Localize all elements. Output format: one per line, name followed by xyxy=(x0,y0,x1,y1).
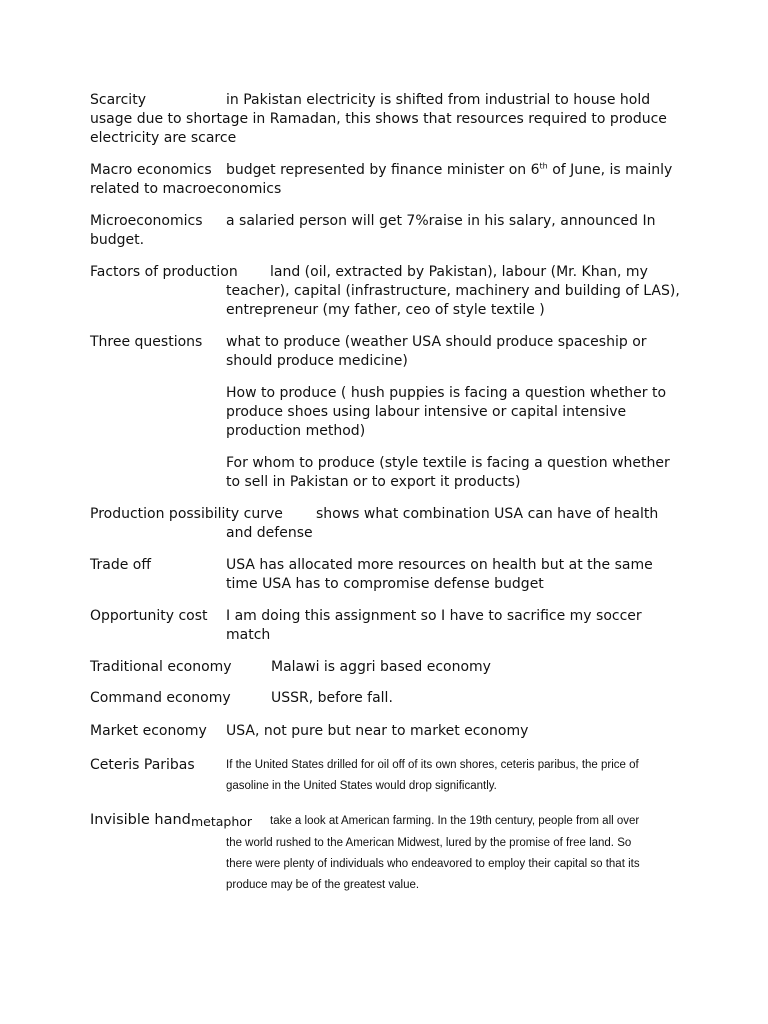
definition-line: a salaried person will get 7%raise in his salary, announced In xyxy=(226,213,656,229)
definition-line: USSR, before fall. xyxy=(271,690,393,706)
term-microeconomics: Microeconomics xyxy=(90,213,203,229)
term-three-questions: Three questions xyxy=(90,334,203,350)
definition-line: electricity are scarce xyxy=(90,130,237,146)
term-invisible-hand: Invisible hand xyxy=(90,812,191,828)
definition-line: in Pakistan electricity is shifted from industrial to house hold xyxy=(226,92,651,108)
definition-line: How to produce ( hush puppies is facing a question whether to xyxy=(226,385,667,401)
definition-line: For whom to produce (style textile is facing a question whether xyxy=(226,455,670,471)
definition-line: USA has allocated more resources on health but at the same xyxy=(226,557,653,573)
definition-line: budget. xyxy=(90,232,145,248)
definition-line: there were plenty of individuals who endeavored to employ their capital so that its xyxy=(226,858,640,870)
definition-line: usage due to shortage in Ramadan, this shows that resources required to produce xyxy=(90,111,667,127)
definition-line: produce shoes using labour intensive or capital intensive xyxy=(226,404,627,420)
definition-text: of June, is mainly xyxy=(552,162,673,178)
definition-line: USA, not pure but near to market economy xyxy=(226,723,529,739)
definition-line: shows what combination USA can have of health xyxy=(316,506,659,522)
definition-line: production method) xyxy=(226,423,366,439)
term-production-possibility-curve: Production possibility curve xyxy=(90,506,283,522)
definition-line: gasoline in the United States would drop significantly. xyxy=(226,780,497,792)
definition-line: produce may be of the greatest value. xyxy=(226,879,420,891)
term-market-economy: Market economy xyxy=(90,723,207,739)
definition-line: land (oil, extracted by Pakistan), labour (Mr. Khan, my xyxy=(270,264,648,280)
term-invisible-hand-suffix: metaphor xyxy=(191,814,253,829)
term-traditional-economy: Traditional economy xyxy=(90,659,232,675)
definition-text: budget represented by finance minister on 6 xyxy=(226,162,540,178)
term-macro-economics: Macro economics xyxy=(90,162,212,178)
definition-line: the world rushed to the American Midwest, lured by the promise of free land. So xyxy=(226,837,632,849)
term-ceteris-paribas: Ceteris Paribas xyxy=(90,757,195,773)
definition-line: related to macroeconomics xyxy=(90,181,282,197)
definition-line: If the United States drilled for oil off of its own shores, ceteris paribus, the price of xyxy=(226,759,639,771)
term-command-economy: Command economy xyxy=(90,690,231,706)
definition-line: take a look at American farming. In the 19th century, people from all over xyxy=(270,815,640,827)
definition-line: entrepreneur (my father, ceo of style textile ) xyxy=(226,302,545,318)
definition-line: time USA has to compromise defense budget xyxy=(226,576,544,592)
definition-line: teacher), capital (infrastructure, machinery and building of LAS), xyxy=(226,283,680,299)
term-factors-of-production: Factors of production xyxy=(90,264,238,280)
definition-line: what to produce (weather USA should produce spaceship or xyxy=(226,334,647,350)
definition-line: and defense xyxy=(226,525,313,541)
term-trade-off: Trade off xyxy=(90,557,151,573)
definition-line: should produce medicine) xyxy=(226,353,408,369)
term-scarcity: Scarcity xyxy=(90,92,146,108)
definition-line: to sell in Pakistan or to export it products) xyxy=(226,474,521,490)
definition-line: I am doing this assignment so I have to sacrifice my soccer xyxy=(226,608,642,624)
definition-line xyxy=(226,161,672,180)
definition-line: Malawi is aggri based economy xyxy=(271,659,491,675)
term-opportunity-cost: Opportunity cost xyxy=(90,608,208,624)
superscript-ordinal: th xyxy=(539,161,548,171)
definition-line: match xyxy=(226,627,271,643)
